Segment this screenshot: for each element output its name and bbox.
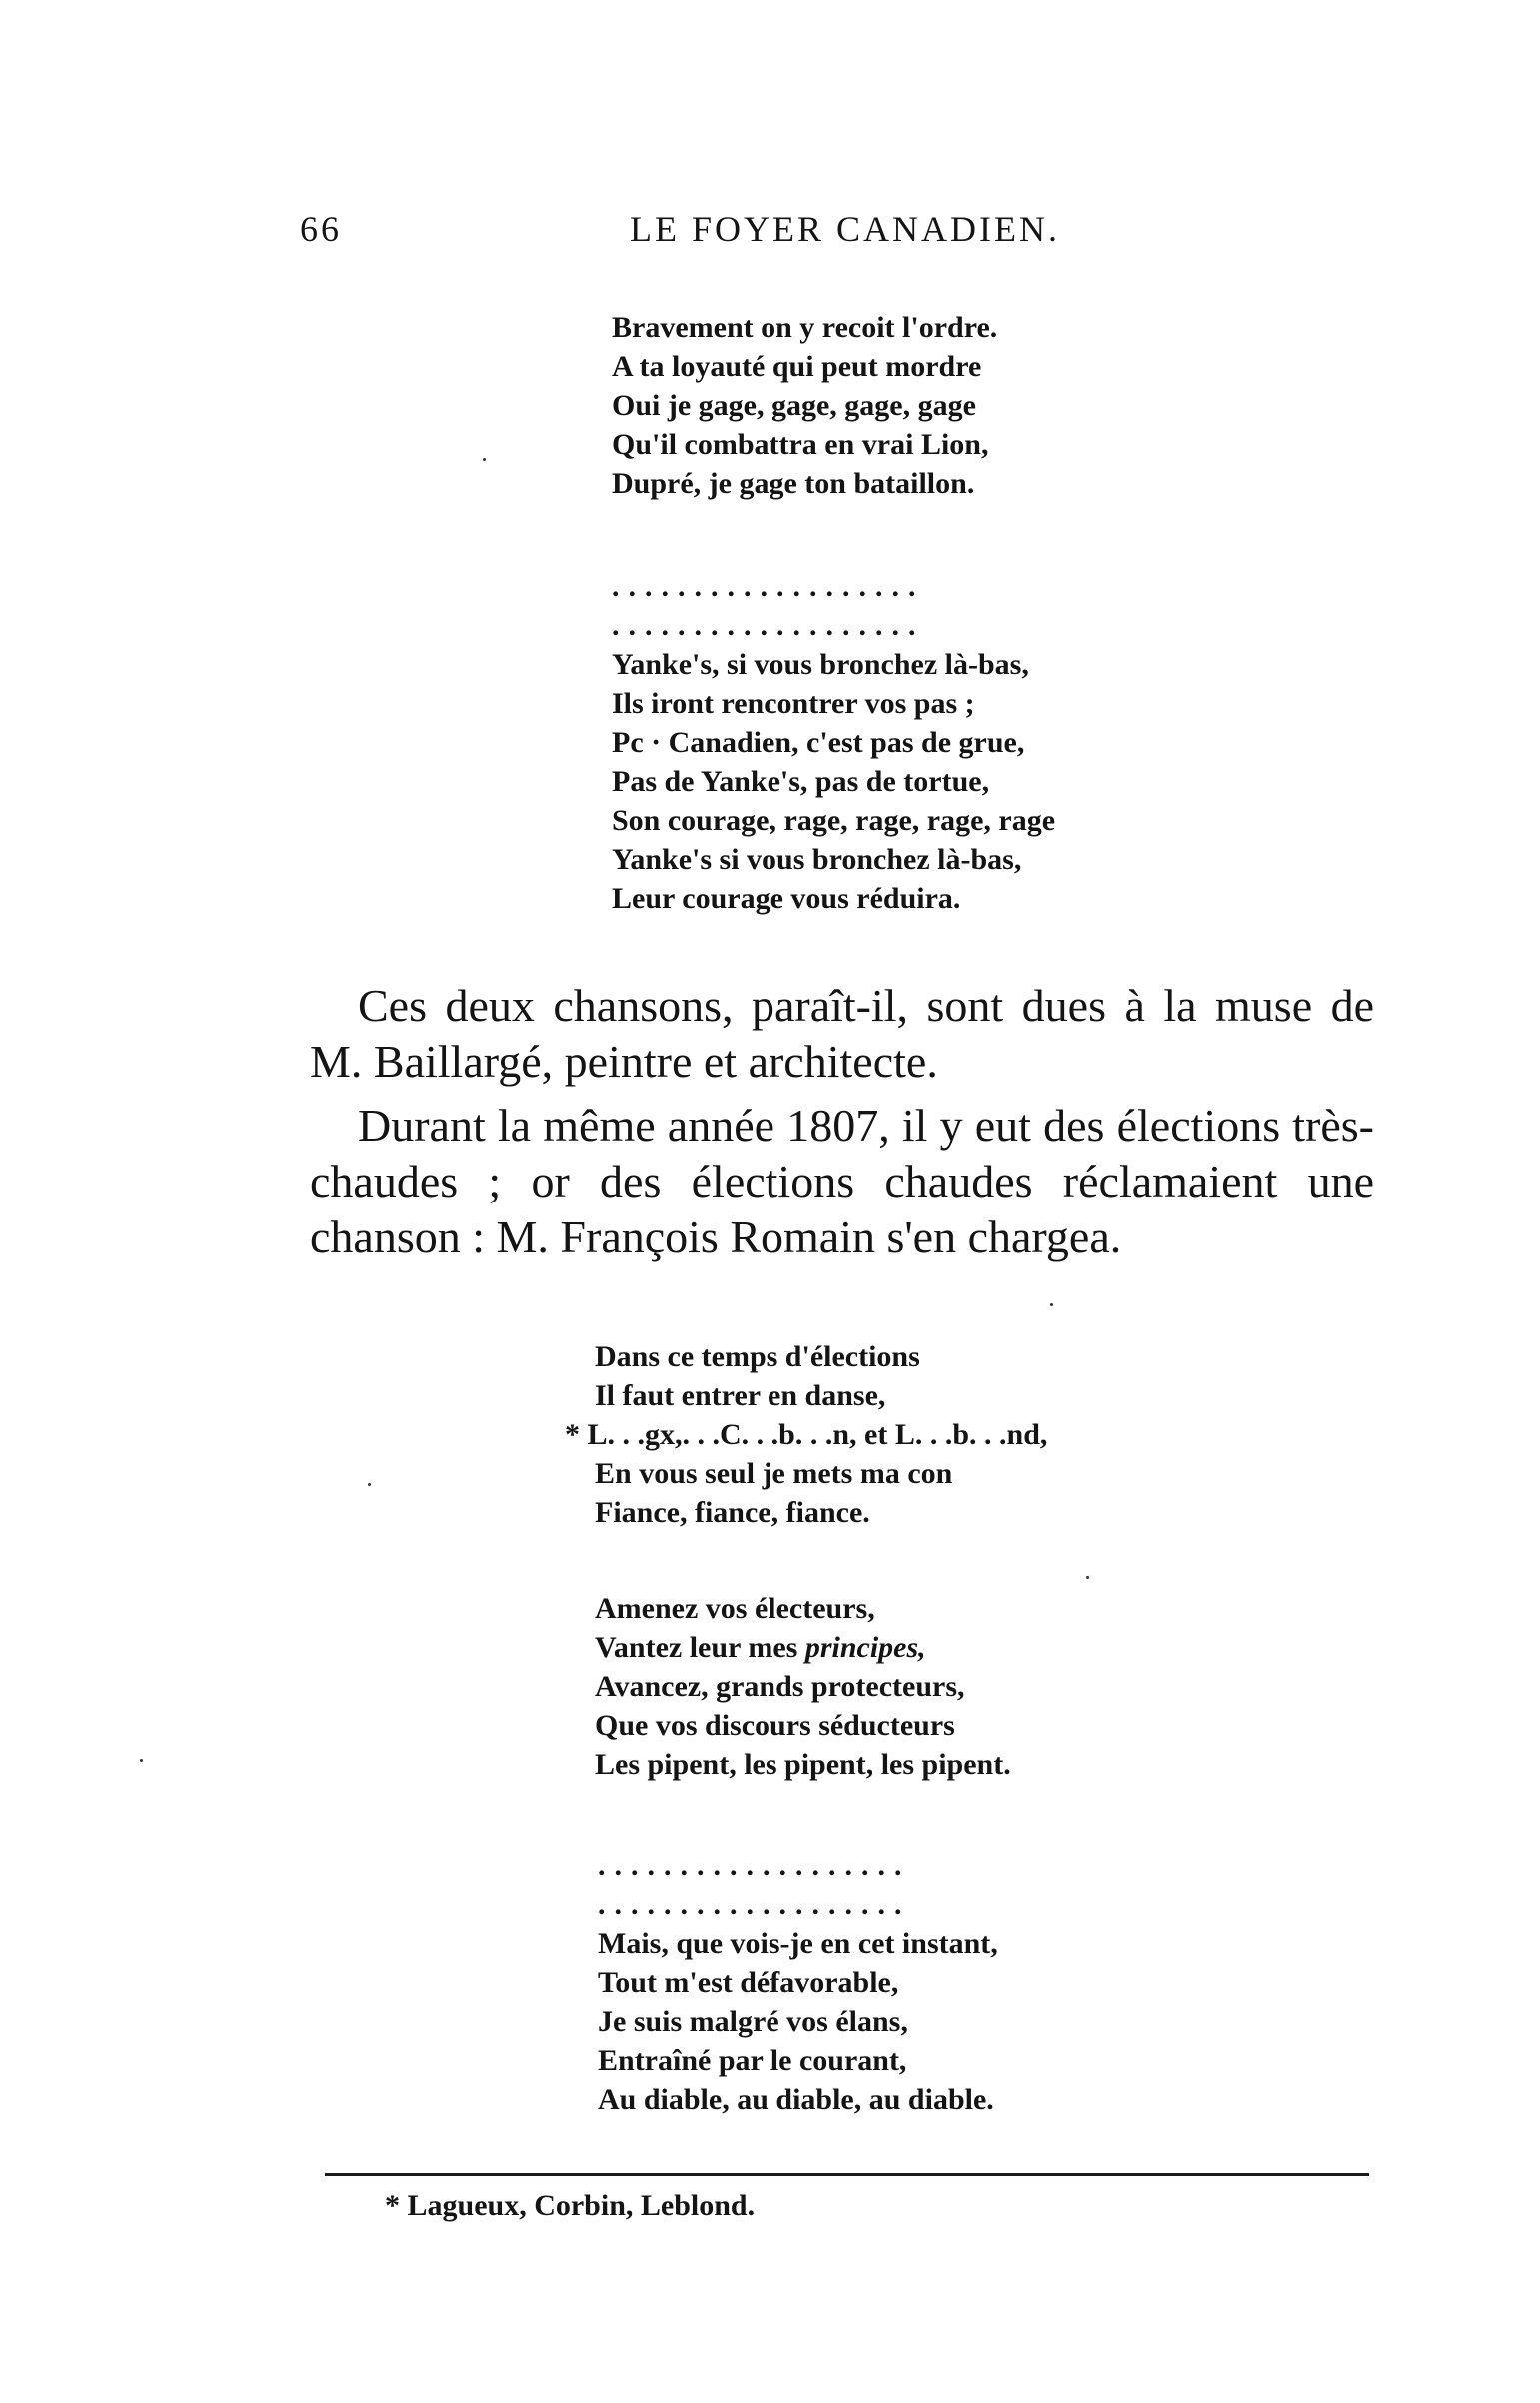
- verse-line: Que vos discours séducteurs: [595, 1709, 955, 1742]
- verse-line: Fiance, fiance, fiance.: [595, 1496, 870, 1529]
- verse-line: Ils iront rencontrer vos pas ;: [612, 687, 975, 720]
- verse-line: Amenez vos électeurs,: [595, 1592, 875, 1625]
- verse-line: [595, 1628, 1011, 1667]
- verse-line: Bravement on y recoit l'ordre.: [612, 311, 998, 344]
- scan-speck: [1050, 1303, 1053, 1306]
- verse-line: Leur courage vous réduira.: [612, 882, 961, 915]
- italic-word: principes,: [804, 1631, 926, 1664]
- prose-paragraph-1: [310, 978, 1374, 1090]
- verse-line: Entraîné par le courant,: [598, 2044, 907, 2077]
- scan-speck: [140, 1759, 143, 1762]
- running-header: [300, 208, 1384, 258]
- verse-line: Oui je gage, gage, gage, gage: [612, 389, 976, 422]
- verse-line: Pas de Yanke's, pas de tortue,: [612, 765, 990, 798]
- scan-speck: [483, 458, 486, 461]
- verse-line: Yanke's, si vous bronchez là-bas,: [612, 648, 1029, 681]
- ellipsis-row: ...................: [612, 570, 925, 603]
- footnote-rule: [325, 2173, 1369, 2176]
- verse-line: Les pipent, les pipent, les pipent.: [595, 1748, 1011, 1781]
- verse-text: Vantez leur mes: [595, 1631, 805, 1664]
- ellipsis-row: ...................: [598, 1849, 911, 1882]
- scan-speck: [368, 1483, 371, 1486]
- verse-line: A ta loyauté qui peut mordre: [612, 350, 982, 383]
- poem-stanza-2: [612, 567, 1055, 918]
- footnote: * Lagueux, Corbin, Leblond.: [385, 2189, 756, 2222]
- verse-line: Mais, que vois-je en cet instant,: [598, 1927, 998, 1960]
- verse-line: Son courage, rage, rage, rage, rage: [612, 804, 1056, 837]
- verse-line-footnoted: * L. . .gx,. . .C. . .b. . .n, et L. . .b. . .nd,: [565, 1418, 1048, 1451]
- poem-stanza-1: [612, 308, 997, 503]
- verse-line: En vous seul je mets ma con: [595, 1457, 953, 1490]
- paragraph-text: Durant la même année 1807, il y eut des élections très-chaudes ; or des élections chaudes réclamaient une chanson : M. François Romain s'en chargea.: [310, 1100, 1374, 1262]
- verse-line: Avancez, grands protecteurs,: [595, 1670, 965, 1703]
- poem-stanza-4: [595, 1589, 1011, 1784]
- verse-line: Tout m'est défavorable,: [598, 1966, 899, 1999]
- verse-line: Au diable, au diable, au diable.: [598, 2083, 994, 2116]
- poem-stanza-3: [565, 1337, 1048, 1532]
- paragraph-text: Ces deux chansons, paraît-il, sont dues à la muse de M. Baillargé, peintre et architecte.: [310, 980, 1374, 1087]
- ellipsis-row: ...................: [598, 1888, 911, 1921]
- verse-line: Qu'il combattra en vrai Lion,: [612, 428, 989, 461]
- poem-stanza-5: [598, 1846, 998, 2119]
- verse-line: Dans ce temps d'élections: [595, 1340, 920, 1373]
- verse-line: Yanke's si vous bronchez là-bas,: [612, 843, 1022, 876]
- page-number: 66: [300, 209, 342, 249]
- verse-line: Pc · Canadien, c'est pas de grue,: [612, 726, 1025, 759]
- verse-line: Il faut entrer en danse,: [595, 1379, 886, 1412]
- ellipsis-row: ...................: [612, 609, 925, 642]
- verse-line: Dupré, je gage ton bataillon.: [612, 467, 975, 500]
- running-title: LE FOYER CANADIEN.: [630, 209, 1060, 249]
- prose-paragraph-2: [310, 1098, 1374, 1265]
- scan-speck: [1086, 1576, 1089, 1579]
- verse-line: Je suis malgré vos élans,: [598, 2005, 908, 2038]
